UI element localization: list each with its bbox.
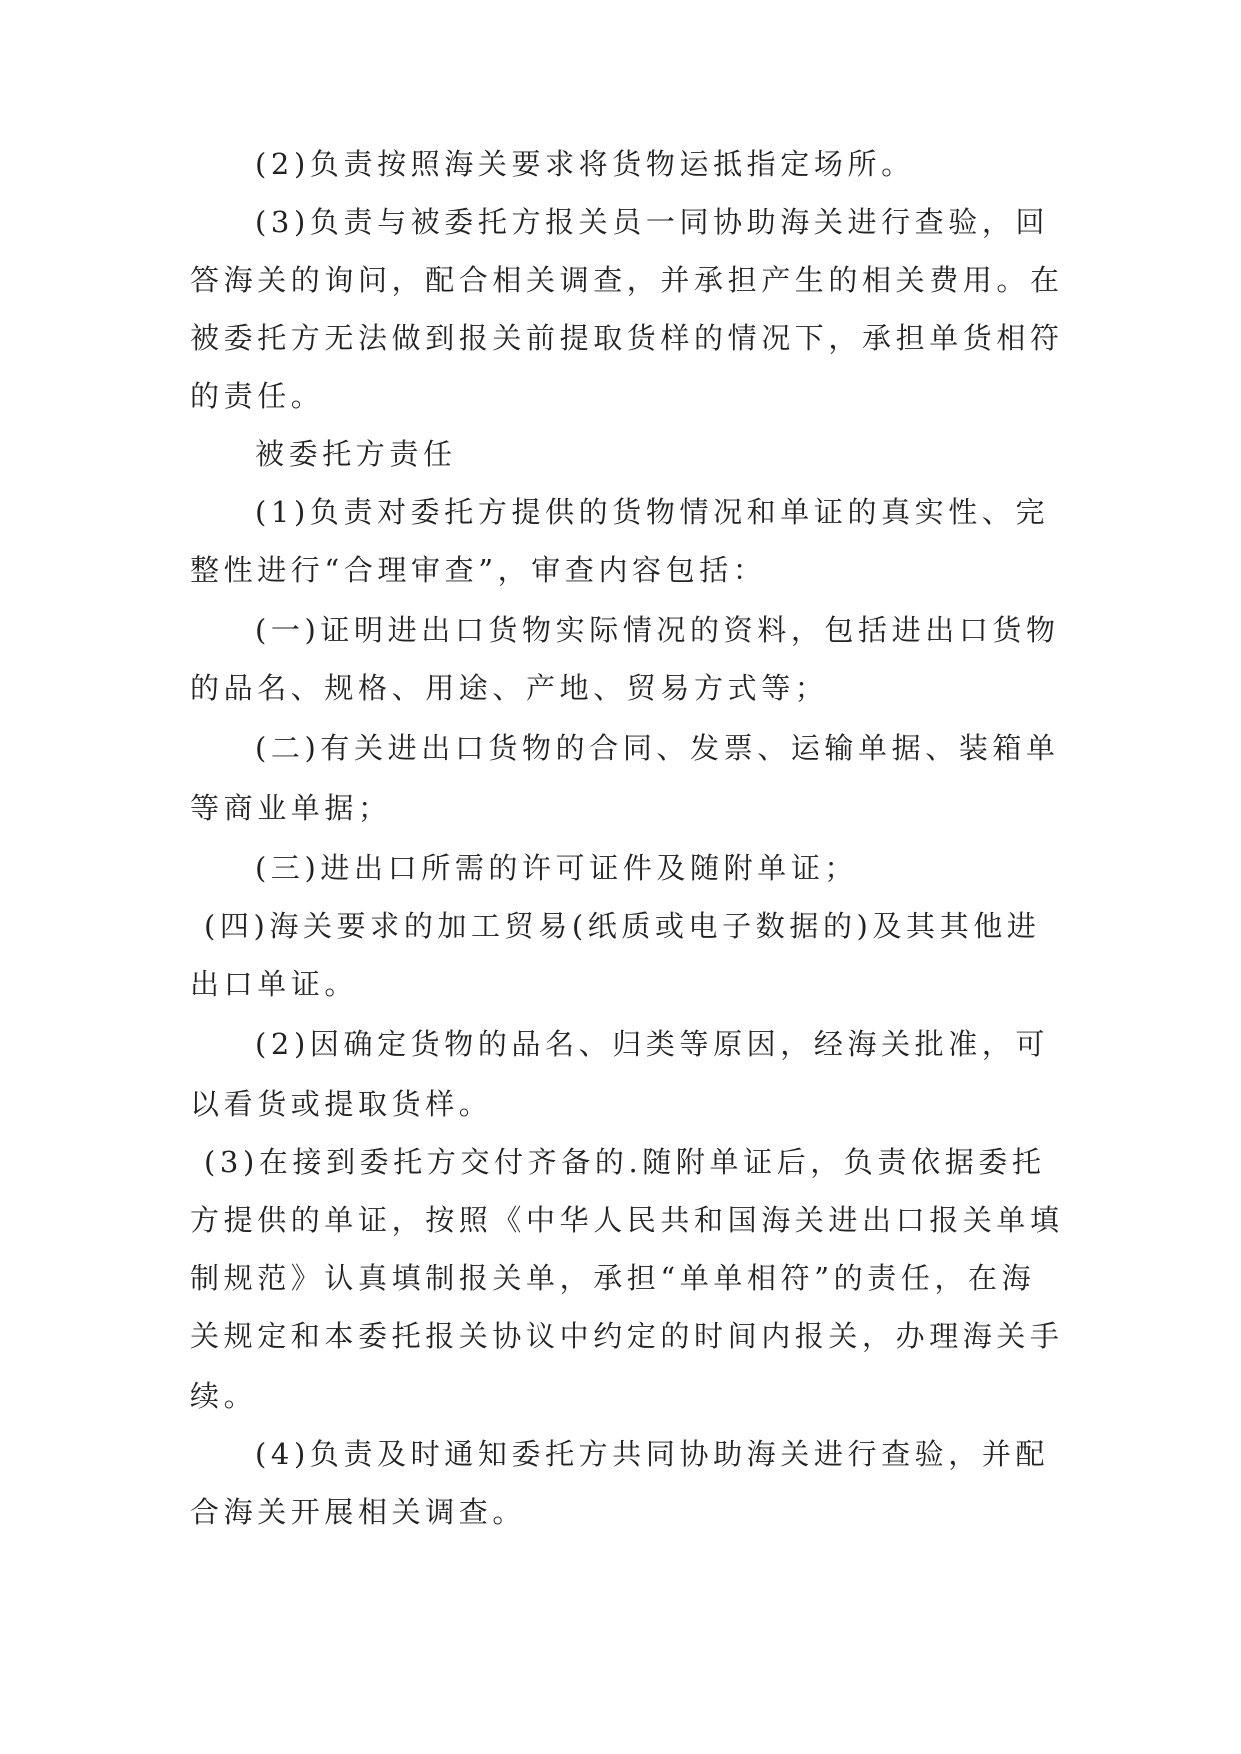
text-line: (三)进出口所需的许可证件及随附单证； [255,851,859,885]
text-line: (2)负责按照海关要求将货物运抵指定场所。 [255,147,915,181]
text-line: (二)有关进出口货物的合同、发票、运输单据、装箱单 [255,731,1060,765]
text-line: 续。 [190,1379,258,1413]
text-line: 被委托方无法做到报关前提取货样的情况下，承担单货相符 [190,321,1064,355]
text-line: 的责任。 [190,379,325,413]
text-line: 出口单证。 [190,967,359,1001]
text-line: (2)因确定货物的品名、归类等原因，经海关批准，可 [255,1027,1050,1061]
text-line: 关规定和本委托报关协议中约定的时间内报关，办理海关手 [190,1319,1064,1353]
text-line: 方提供的单证，按照《中华人民共和国海关进出口报关单填 [190,1203,1064,1237]
text-line: 等商业单据； [190,791,392,825]
text-line: (4)负责及时通知委托方共同协助海关进行查验，并配 [255,1437,1050,1471]
text-line: (一)证明进出口货物实际情况的资料，包括进出口货物 [255,613,1060,647]
text-line: (3)负责与被委托方报关员一同协助海关进行查验，回 [255,205,1050,239]
text-line: 制规范》认真填制报关单，承担“单单相符”的责任，在海 [190,1261,1036,1295]
text-line: 以看货或提取货样。 [190,1087,493,1121]
text-line: (四)海关要求的加工贸易(纸质或电子数据的)及其其他进 [204,909,1041,943]
text-line: (3)在接到委托方交付齐备的.随附单证后，负责依据委托 [204,1145,1046,1179]
section-heading: 被委托方责任 [255,437,457,471]
text-line: 答海关的询问，配合相关调查，并承担产生的相关费用。在 [190,263,1064,297]
text-line: (1)负责对委托方提供的货物情况和单证的真实性、完 [255,495,1050,529]
text-line: 合海关开展相关调查。 [190,1495,527,1529]
text-line: 的品名、规格、用途、产地、贸易方式等； [190,671,829,705]
text-line: 整性进行“合理审查”，审查内容包括： [190,553,767,587]
